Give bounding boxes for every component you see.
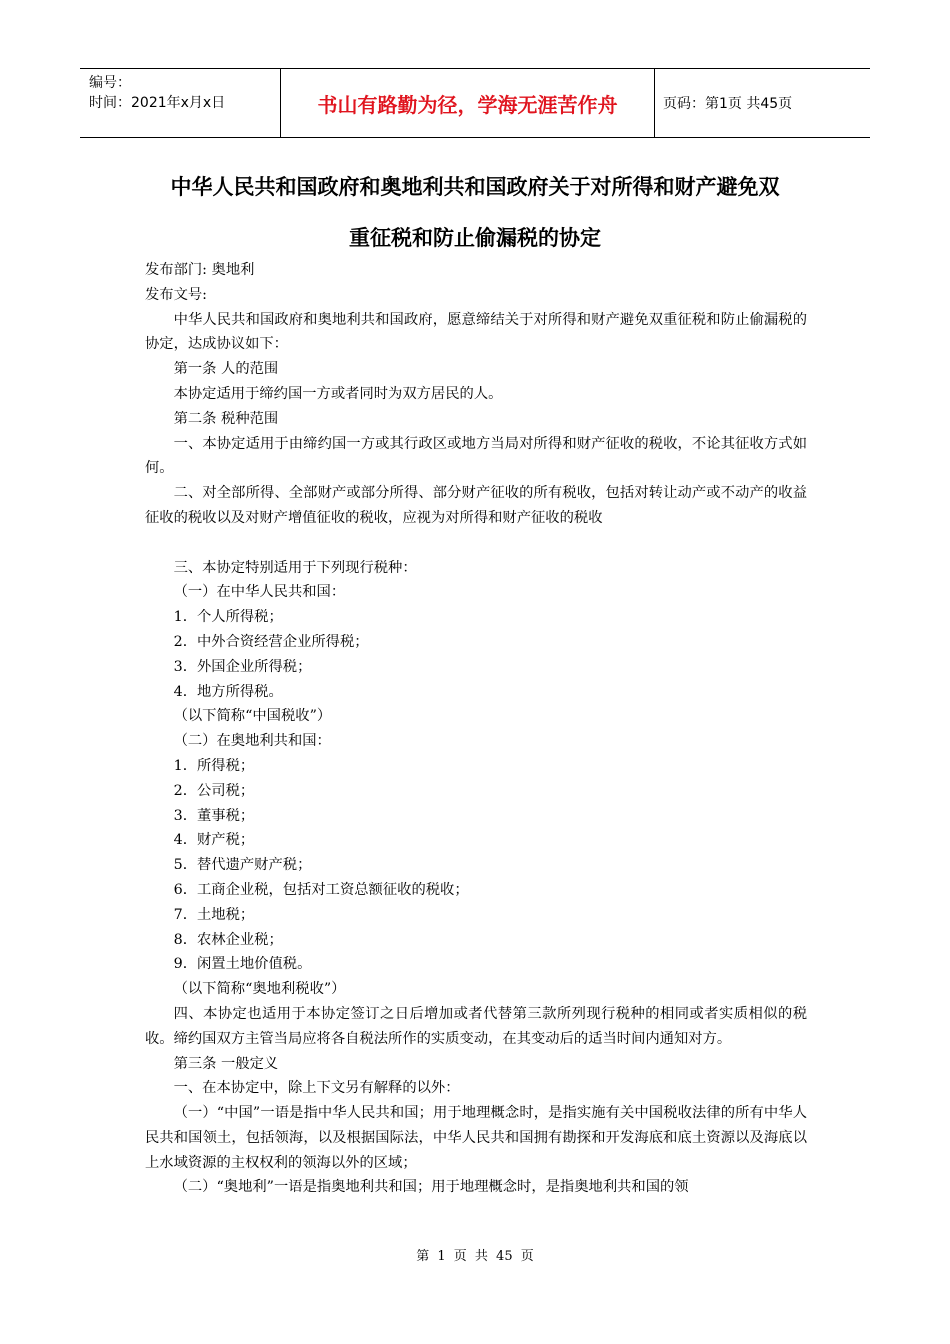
paragraph: 四、本协定也适用于本协定签订之日后增加或者代替第三款所列现行税种的相同或者实质相似的税收。缔约国双方主管当局应将各自税法所作的实质变动，在其变动后的适当时间内通知对方。 [145,1005,807,1047]
page-footer: 第 1 页 共 45 页 [416,1249,534,1264]
list-item: 1．个人所得税； [173,609,283,626]
list-note: （以下简称“奥地利税收”） [173,981,346,998]
list-item: 4．财产税； [173,832,255,849]
publishing-department: 发布部门: 奥地利 [145,262,255,278]
header-motto: 书山有路勤为径，学海无涯苦作舟 [281,69,655,137]
document-body [145,258,807,1200]
list-item: 3．董事税； [173,807,255,824]
list-item: 5．替代遗产财产税； [173,857,312,874]
list-item: 6．工商企业税，包括对工资总额征收的税收； [173,881,469,898]
paragraph: 二、对全部所得、全部财产或部分所得、部分财产征收的所有税收，包括对转让动产或不动产的收益征收的税收以及对财产增值征收的税收，应视为对所得和财产征收的税收 [145,485,807,526]
list-note: （以下简称“中国税收”） [173,708,332,725]
list-item: 4．地方所得税。 [173,683,283,700]
header-left-cell [80,69,281,137]
list-heading: （二）在奥地利共和国： [173,733,331,750]
paragraph: 一、本协定适用于由缔约国一方或其行政区或地方当局对所得和财产征收的税收，不论其征收方式如何。 [145,435,807,477]
paragraph: 三、本协定特别适用于下列现行税种： [173,559,417,576]
list-item: 3．外国企业所得税； [173,658,312,675]
list-item: 2．中外合资经营企业所得税； [173,633,369,650]
time-label: 时间：2021年x月x日 [89,95,226,111]
list-item: 9．闲置土地价值税。 [173,956,312,973]
article-heading: 第一条 人的范围 [173,361,279,378]
list-item: 8．农林企业税； [173,931,283,948]
paragraph: （二）“奥地利”一语是指奥地利共和国；用于地理概念时，是指奥地利共和国的领 [173,1179,689,1196]
list-item: 1．所得税； [173,757,255,774]
header-page-info: 页码：第1页 共45页 [663,96,793,112]
article-heading: 第三条 一般定义 [173,1055,279,1072]
number-label: 编号： [89,75,131,91]
paragraph: （一）“中国”一语是指中华人民共和国；用于地理概念时，是指实施有关中国税收法律的所有中华人民共和国领土，包括领海，以及根据国际法，中华人民共和国拥有勘探和开发海底和底土资源以及海底以上水域资源的主权权利的领海以外的区域； [145,1105,807,1171]
list-item: 2．公司税； [173,782,255,799]
blank-line [145,531,807,556]
list-item: 7．土地税； [173,906,255,923]
article-heading: 第二条 税种范围 [173,410,279,427]
document-number: 发布文号: [145,286,208,303]
paragraph: 本协定适用于缔约国一方或者同时为双方居民的人。 [173,385,503,402]
document-header [80,68,870,138]
document-title-line-2: 重征税和防止偷漏税的协定 [349,226,601,250]
list-heading: （一）在中华人民共和国： [173,584,346,601]
preamble-paragraph: 中华人民共和国政府和奥地利共和国政府，愿意缔结关于对所得和财产避免双重征税和防止偷漏税的协定，达成协议如下： [145,311,807,353]
paragraph: 一、在本协定中，除上下文另有解释的以外： [173,1080,460,1097]
document-title-line-1: 中华人民共和国政府和奥地利共和国政府关于对所得和财产避免双 [170,175,780,199]
